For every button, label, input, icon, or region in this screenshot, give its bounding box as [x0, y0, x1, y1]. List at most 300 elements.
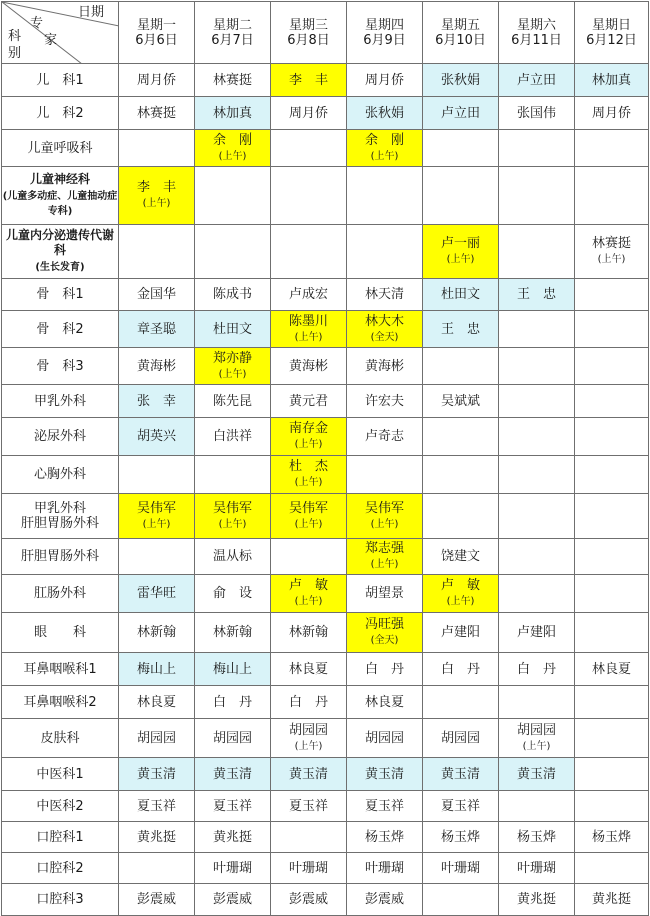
schedule-cell — [575, 884, 649, 916]
schedule-cell — [499, 853, 575, 884]
schedule-cell — [271, 385, 347, 418]
schedule-cell — [119, 822, 195, 853]
dept-name: 肝胆胃肠外科 — [20, 549, 99, 564]
doctor-name: 杨玉烨 — [516, 829, 556, 845]
schedule-cell — [195, 225, 271, 279]
schedule-cell — [575, 653, 649, 686]
dept-name: 皮肤科 — [40, 730, 80, 746]
doctor-name: 黄玉清 — [440, 766, 480, 782]
doctor-name: 杨玉烨 — [591, 829, 631, 845]
schedule-cell — [575, 853, 649, 884]
schedule-cell — [347, 225, 423, 279]
schedule-cell — [119, 791, 195, 822]
schedule-cell — [347, 758, 423, 791]
schedule-cell — [575, 686, 649, 719]
schedule-cell — [195, 348, 271, 385]
dept-name: 儿童神经科 — [29, 172, 90, 186]
schedule-cell — [195, 130, 271, 167]
doctor-name: 余 刚 — [212, 132, 252, 148]
doctor-name: 夏玉祥 — [440, 798, 480, 814]
schedule-cell — [119, 575, 195, 613]
schedule-cell — [347, 385, 423, 418]
doctor-name: 林加真 — [591, 72, 631, 88]
session-note: (上午) — [294, 518, 323, 530]
schedule-cell — [119, 613, 195, 653]
schedule-cell — [423, 385, 499, 418]
doctor-name: 林大木 — [364, 313, 404, 329]
schedule-cell — [499, 167, 575, 225]
schedule-cell — [423, 758, 499, 791]
doctor-name: 周月侨 — [591, 105, 631, 121]
schedule-cell — [347, 613, 423, 653]
doctor-name: 林赛挺 — [591, 236, 631, 251]
doctor-name: 周月侨 — [136, 72, 176, 88]
day-weekday: 星期六 — [516, 17, 556, 33]
doctor-name: 白 丹 — [364, 661, 404, 677]
schedule-cell — [271, 97, 347, 130]
schedule-cell — [499, 97, 575, 130]
schedule-cell — [271, 884, 347, 916]
day-weekday: 星期日 — [591, 17, 631, 33]
schedule-cell — [119, 348, 195, 385]
doctor-name: 胡园园 — [364, 730, 404, 746]
schedule-row — [2, 456, 649, 494]
schedule-cell — [575, 494, 649, 539]
schedule-cell — [575, 167, 649, 225]
schedule-cell — [499, 418, 575, 456]
schedule-cell — [575, 791, 649, 822]
schedule-row — [2, 348, 649, 385]
dept-cell — [2, 613, 119, 653]
doctor-name: 黄玉清 — [288, 766, 328, 782]
dept-name: 耳鼻咽喉科2 — [23, 694, 97, 710]
schedule-cell — [271, 539, 347, 575]
doctor-name: 余 刚 — [364, 132, 404, 148]
schedule-cell — [271, 613, 347, 653]
schedule-cell — [499, 456, 575, 494]
dept-name: 肛肠外科 — [33, 586, 86, 601]
session-note: (上午) — [522, 740, 551, 752]
doctor-name: 吴伟军 — [212, 500, 252, 516]
doctor-name: 卢 敏 — [440, 578, 480, 593]
schedule-cell — [423, 456, 499, 494]
day-header — [119, 2, 195, 64]
schedule-cell — [575, 539, 649, 575]
schedule-cell — [271, 758, 347, 791]
day-header — [499, 2, 575, 64]
schedule-cell — [271, 418, 347, 456]
dept-cell — [2, 64, 119, 97]
schedule-row — [2, 653, 649, 686]
schedule-cell — [271, 64, 347, 97]
doctor-name: 陈先昆 — [212, 393, 252, 409]
schedule-cell — [499, 348, 575, 385]
doctor-name: 冯旺强 — [364, 617, 404, 632]
doctor-name: 杨玉烨 — [440, 829, 480, 845]
schedule-cell — [423, 653, 499, 686]
doctor-name: 彭震威 — [212, 892, 252, 907]
dept-name: 心胸外科 — [33, 467, 86, 482]
schedule-cell — [119, 279, 195, 311]
schedule-cell — [271, 494, 347, 539]
schedule-cell — [575, 279, 649, 311]
schedule-cell — [423, 575, 499, 613]
day-date: 6月6日 — [135, 32, 178, 48]
dept-cell — [2, 719, 119, 758]
schedule-row — [2, 758, 649, 791]
session-note: (上午) — [370, 150, 399, 162]
dept-cell — [2, 822, 119, 853]
dept-cell — [2, 311, 119, 348]
dept-cell — [2, 130, 119, 167]
session-note: (上午) — [294, 439, 323, 450]
schedule-cell — [271, 822, 347, 853]
schedule-row — [2, 494, 649, 539]
day-header — [195, 2, 271, 64]
schedule-cell — [195, 539, 271, 575]
schedule-cell — [499, 653, 575, 686]
corner-dept-label-2: 别 — [8, 46, 22, 61]
schedule-row — [2, 822, 649, 853]
dept-cell — [2, 686, 119, 719]
schedule-cell — [119, 97, 195, 130]
doctor-name: 俞 设 — [212, 586, 252, 601]
schedule-row — [2, 64, 649, 97]
doctor-name: 叶珊瑚 — [212, 860, 252, 876]
corner-date-label: 日期 — [77, 5, 104, 20]
schedule-cell — [423, 130, 499, 167]
doctor-name: 陈成书 — [212, 287, 252, 302]
schedule-cell — [195, 884, 271, 916]
day-header — [271, 2, 347, 64]
schedule-cell — [499, 64, 575, 97]
doctor-name: 夏玉祥 — [288, 798, 328, 814]
session-note: (全天) — [370, 635, 399, 646]
schedule-cell — [347, 822, 423, 853]
doctor-name: 夏玉祥 — [364, 798, 404, 814]
dept-cell — [2, 348, 119, 385]
schedule-cell — [195, 853, 271, 884]
schedule-cell — [347, 884, 423, 916]
doctor-name: 白 丹 — [516, 661, 556, 677]
schedule-cell — [423, 494, 499, 539]
schedule-cell — [119, 686, 195, 719]
doctor-name: 彭震威 — [364, 892, 404, 907]
schedule-cell — [575, 311, 649, 348]
schedule-cell — [575, 822, 649, 853]
schedule-cell — [575, 575, 649, 613]
doctor-name: 白 丹 — [440, 661, 480, 677]
dept-name: 甲乳外科 — [33, 393, 86, 409]
schedule-cell — [195, 456, 271, 494]
schedule-cell — [423, 64, 499, 97]
doctor-name: 黄元君 — [288, 393, 328, 409]
schedule-cell — [271, 348, 347, 385]
doctor-name: 黄兆挺 — [516, 892, 556, 907]
doctor-name: 胡英兴 — [136, 429, 176, 444]
doctor-name: 林良夏 — [288, 661, 328, 677]
doctor-name: 周月侨 — [364, 72, 404, 88]
dept-cell — [2, 385, 119, 418]
doctor-name: 白 丹 — [212, 694, 252, 710]
schedule-cell — [423, 853, 499, 884]
schedule-cell — [195, 613, 271, 653]
schedule-table — [1, 1, 649, 916]
doctor-name: 林良夏 — [136, 694, 176, 710]
doctor-name: 卢奇志 — [364, 429, 404, 444]
schedule-row — [2, 853, 649, 884]
dept-cell — [2, 539, 119, 575]
schedule-cell — [195, 64, 271, 97]
schedule-row — [2, 167, 649, 225]
schedule-cell — [119, 653, 195, 686]
schedule-cell — [195, 97, 271, 130]
schedule-cell — [347, 167, 423, 225]
doctor-name: 卢建阳 — [440, 625, 480, 640]
doctor-name: 林新翰 — [136, 625, 176, 640]
doctor-name: 王 忠 — [516, 287, 556, 302]
schedule-cell — [499, 279, 575, 311]
schedule-cell — [347, 348, 423, 385]
schedule-cell — [499, 719, 575, 758]
dept-name: 口腔科1 — [36, 829, 84, 845]
dept-cell — [2, 853, 119, 884]
schedule-cell — [499, 822, 575, 853]
schedule-row — [2, 418, 649, 456]
doctor-name: 胡园园 — [212, 730, 252, 746]
schedule-cell — [347, 719, 423, 758]
schedule-cell — [575, 456, 649, 494]
dept-cell — [2, 791, 119, 822]
doctor-name: 吴伟军 — [364, 500, 404, 516]
schedule-cell — [575, 758, 649, 791]
doctor-name: 卢 敏 — [288, 578, 328, 593]
schedule-cell — [271, 686, 347, 719]
schedule-row — [2, 613, 649, 653]
doctor-name: 黄兆挺 — [212, 829, 252, 845]
dept-note: (儿童多动症、儿童抽动症专科) — [2, 191, 118, 217]
schedule-cell — [347, 853, 423, 884]
schedule-cell — [347, 456, 423, 494]
dept-name: 中医科2 — [36, 798, 84, 814]
schedule-cell — [271, 130, 347, 167]
schedule-cell — [271, 791, 347, 822]
schedule-cell — [347, 791, 423, 822]
schedule-cell — [499, 758, 575, 791]
doctor-name: 胡园园 — [136, 730, 176, 746]
day-date: 6月8日 — [287, 32, 330, 48]
dept-cell — [2, 97, 119, 130]
dept-cell — [2, 418, 119, 456]
doctor-name: 黄海彬 — [136, 358, 176, 374]
session-note: (上午) — [294, 740, 323, 752]
doctor-name: 叶珊瑚 — [364, 860, 404, 876]
session-note: (上午) — [294, 331, 323, 343]
schedule-cell — [499, 225, 575, 279]
doctor-name: 林良夏 — [591, 661, 631, 677]
doctor-name: 林新翰 — [212, 625, 252, 640]
doctor-name: 林赛挺 — [212, 72, 252, 88]
schedule-cell — [195, 385, 271, 418]
session-note: (全天) — [370, 331, 399, 343]
schedule-cell — [271, 853, 347, 884]
schedule-cell — [347, 311, 423, 348]
doctor-name: 白洪祥 — [212, 429, 252, 444]
doctor-name: 叶珊瑚 — [440, 860, 480, 876]
doctor-name: 白 丹 — [288, 694, 328, 710]
schedule-cell — [423, 225, 499, 279]
day-weekday: 星期三 — [288, 17, 328, 33]
session-note: (上午) — [218, 518, 247, 530]
schedule-cell — [575, 225, 649, 279]
schedule-cell — [347, 64, 423, 97]
schedule-row — [2, 311, 649, 348]
doctor-name: 黄海彬 — [364, 358, 404, 374]
day-header — [423, 2, 499, 64]
schedule-cell — [575, 348, 649, 385]
doctor-name: 吴伟军 — [136, 500, 176, 516]
dept-name: 眼 科 — [33, 625, 86, 640]
schedule-cell — [119, 853, 195, 884]
session-note: (上午) — [294, 477, 323, 488]
dept-name: 骨 科1 — [36, 287, 84, 302]
schedule-row — [2, 279, 649, 311]
schedule-row — [2, 884, 649, 916]
dept-cell — [2, 653, 119, 686]
schedule-cell — [119, 884, 195, 916]
schedule-cell — [423, 539, 499, 575]
schedule-row — [2, 539, 649, 575]
schedule-cell — [575, 385, 649, 418]
day-date: 6月9日 — [363, 32, 406, 48]
doctor-name: 梅山上 — [136, 661, 176, 677]
schedule-cell — [195, 653, 271, 686]
schedule-cell — [347, 653, 423, 686]
session-note: (上午) — [370, 559, 399, 570]
doctor-name: 南存金 — [288, 421, 328, 436]
schedule-row — [2, 719, 649, 758]
session-note: (上午) — [294, 596, 323, 607]
schedule-cell — [423, 418, 499, 456]
schedule-cell — [423, 884, 499, 916]
schedule-cell — [347, 279, 423, 311]
schedule-cell — [271, 311, 347, 348]
schedule-cell — [423, 348, 499, 385]
corner-cell — [2, 2, 119, 64]
doctor-name: 陈墨川 — [288, 313, 328, 329]
schedule-cell — [423, 311, 499, 348]
schedule-cell — [271, 653, 347, 686]
schedule-cell — [499, 575, 575, 613]
schedule-cell — [119, 311, 195, 348]
doctor-name: 夏玉祥 — [136, 798, 176, 814]
schedule-cell — [271, 225, 347, 279]
session-note: (上午) — [218, 150, 247, 162]
doctor-name: 胡望景 — [364, 586, 404, 601]
session-note: (上午) — [446, 596, 475, 607]
doctor-name: 叶珊瑚 — [288, 860, 328, 876]
doctor-name: 温从标 — [212, 549, 252, 564]
doctor-name: 雷华旺 — [136, 586, 176, 601]
schedule-cell — [195, 418, 271, 456]
corner-expert-label-2: 家 — [44, 33, 58, 48]
dept-cell — [2, 167, 119, 225]
session-note: (上午) — [142, 198, 171, 209]
dept-cell — [2, 279, 119, 311]
dept-note: (生长发育) — [35, 262, 85, 273]
schedule-cell — [119, 418, 195, 456]
doctor-name: 黄兆挺 — [591, 892, 631, 907]
schedule-cell — [499, 884, 575, 916]
day-header — [575, 2, 649, 64]
doctor-name: 彭震威 — [136, 892, 176, 907]
dept-cell — [2, 494, 119, 539]
doctor-name: 林新翰 — [288, 625, 328, 640]
schedule-cell — [195, 279, 271, 311]
dept-name: 骨 科3 — [36, 358, 84, 374]
corner-expert-label-1: 专 — [30, 16, 44, 31]
day-date: 6月12日 — [586, 32, 637, 48]
schedule-cell — [423, 279, 499, 311]
schedule-cell — [499, 686, 575, 719]
schedule-cell — [575, 719, 649, 758]
schedule-cell — [575, 64, 649, 97]
doctor-name: 夏玉祥 — [212, 798, 252, 814]
doctor-name: 杜田文 — [212, 321, 252, 337]
dept-cell — [2, 225, 119, 279]
schedule-row — [2, 225, 649, 279]
schedule-cell — [499, 385, 575, 418]
schedule-cell — [119, 64, 195, 97]
schedule-cell — [271, 719, 347, 758]
doctor-name: 张秋娟 — [440, 72, 480, 88]
doctor-name: 饶建文 — [440, 549, 480, 564]
schedule-row — [2, 686, 649, 719]
doctor-name: 卢成宏 — [288, 287, 328, 302]
doctor-name: 卢一丽 — [440, 236, 480, 251]
doctor-name: 吴斌斌 — [440, 393, 480, 409]
doctor-name: 林加真 — [212, 105, 252, 121]
schedule-cell — [499, 311, 575, 348]
schedule-cell — [119, 758, 195, 791]
schedule-cell — [195, 311, 271, 348]
session-note: (上午) — [218, 368, 247, 380]
dept-name: 泌尿外科 — [33, 429, 86, 444]
doctor-name: 黄玉清 — [364, 766, 404, 782]
schedule-cell — [347, 686, 423, 719]
doctor-name: 林赛挺 — [136, 105, 176, 121]
doctor-name: 郑亦静 — [212, 350, 252, 366]
doctor-name: 胡园园 — [516, 722, 556, 738]
day-date: 6月10日 — [435, 32, 486, 48]
dept-name: 口腔科2 — [36, 860, 84, 876]
dept-name: 甲乳外科 — [33, 501, 86, 516]
dept-name: 儿童内分泌遗传代谢科 — [5, 228, 114, 257]
schedule-cell — [347, 130, 423, 167]
doctor-name: 杜田文 — [440, 287, 480, 302]
schedule-cell — [347, 575, 423, 613]
doctor-name: 黄海彬 — [288, 358, 328, 374]
schedule-cell — [423, 167, 499, 225]
doctor-name: 许宏夫 — [364, 393, 404, 409]
doctor-name: 王 忠 — [440, 321, 480, 337]
doctor-name: 黄玉清 — [212, 766, 252, 782]
doctor-name: 黄兆挺 — [136, 829, 176, 845]
corner-dept-label-1: 科 — [8, 29, 22, 44]
session-note: (上午) — [142, 518, 171, 530]
schedule-cell — [423, 686, 499, 719]
schedule-cell — [271, 167, 347, 225]
